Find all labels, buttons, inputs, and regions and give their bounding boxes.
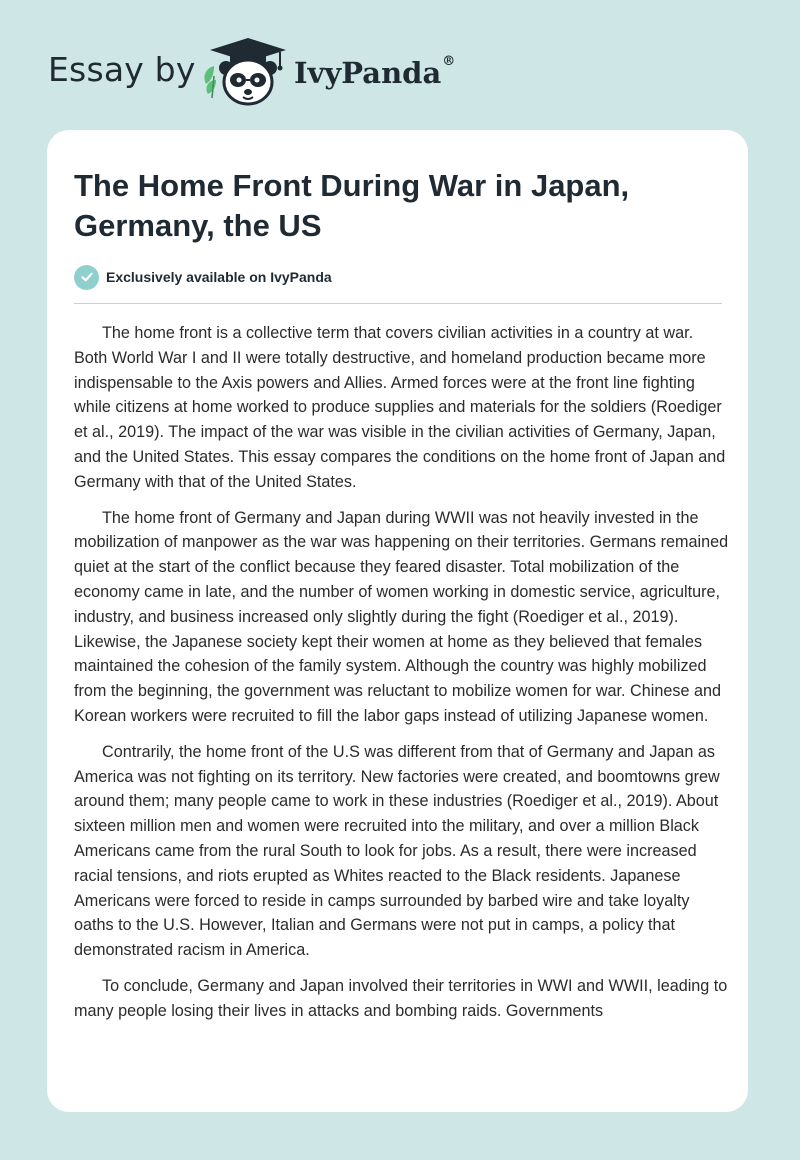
paragraph: Contrarily, the home front of the U.S was different from that of Germany and Japan as America was not fighting on its territory. New factories were created, and boomtowns grew around them; many people came to work in these industries (Roediger et al., 2019). About sixteen million men and women were recruited into the military, and over a million Black Americans came from the rural South to look for jobs. As a result, there were increased racial tensions, and riots erupted as Whites reacted to the Black residents. Japanese Americans were forced to reside in camps surrounded by barbed wire and take loyalty oaths to the U.S. However, Italian and Germans were not put in camps, a policy that demonstrated racism in America.: [74, 742, 720, 960]
paragraph: The home front of Germany and Japan during WWII was not heavily invested in the mobilization of manpower as the war was happening on their territories. Germans remained quiet at the start of the conflict because they feared disaster. Total mobilization of the economy came in late, and the number of women working in domestic service, agriculture, industry, and business increased only slightly during the fight (Roediger et al., 2019). Likewise, the Japanese society kept their women at home as they believed that females maintained the cohesion of the family system. Although the country was highly mobilized from the beginning, the government was reluctant to mobilize women for war. Chinese and Korean workers were recruited to fill the labor gaps instead of utilizing Japanese women.: [74, 508, 729, 725]
exclusive-badge: [74, 264, 332, 290]
site-header: [0, 0, 800, 130]
essay-body: [74, 321, 730, 1035]
paragraph: The home front is a collective term that covers civilian activities in a country at war. Both World War I and II were totally destructive, and homeland production became more indispensable to the Axis powers and Allies. Armed forces were at the front line fighting while citizens at home worked to produce supplies and materials for the soldiers (Roediger et al., 2019). The impact of the war was visible in the civilian activities of Germany, Japan, and the United States. This essay compares the conditions on the home front of Japan and Germany with that of the United States.: [74, 324, 726, 491]
brand-name[interactable]: IvyPanda®: [294, 54, 456, 90]
ivypanda-logo-icon[interactable]: [200, 36, 290, 108]
check-icon: [74, 265, 99, 290]
essay-card: [47, 130, 748, 1112]
brand-prefix: Essay by: [48, 50, 196, 89]
page-title: The Home Front During War in Japan, Germany, the US: [74, 168, 630, 243]
badge-label: Exclusively available on IvyPanda: [106, 269, 332, 285]
registered-mark: ®: [442, 54, 456, 69]
paragraph: To conclude, Germany and Japan involved their territories in WWI and WWII, leading to many people losing their lives in attacks and bombing raids. Governments: [74, 976, 728, 1020]
divider: [74, 303, 722, 304]
